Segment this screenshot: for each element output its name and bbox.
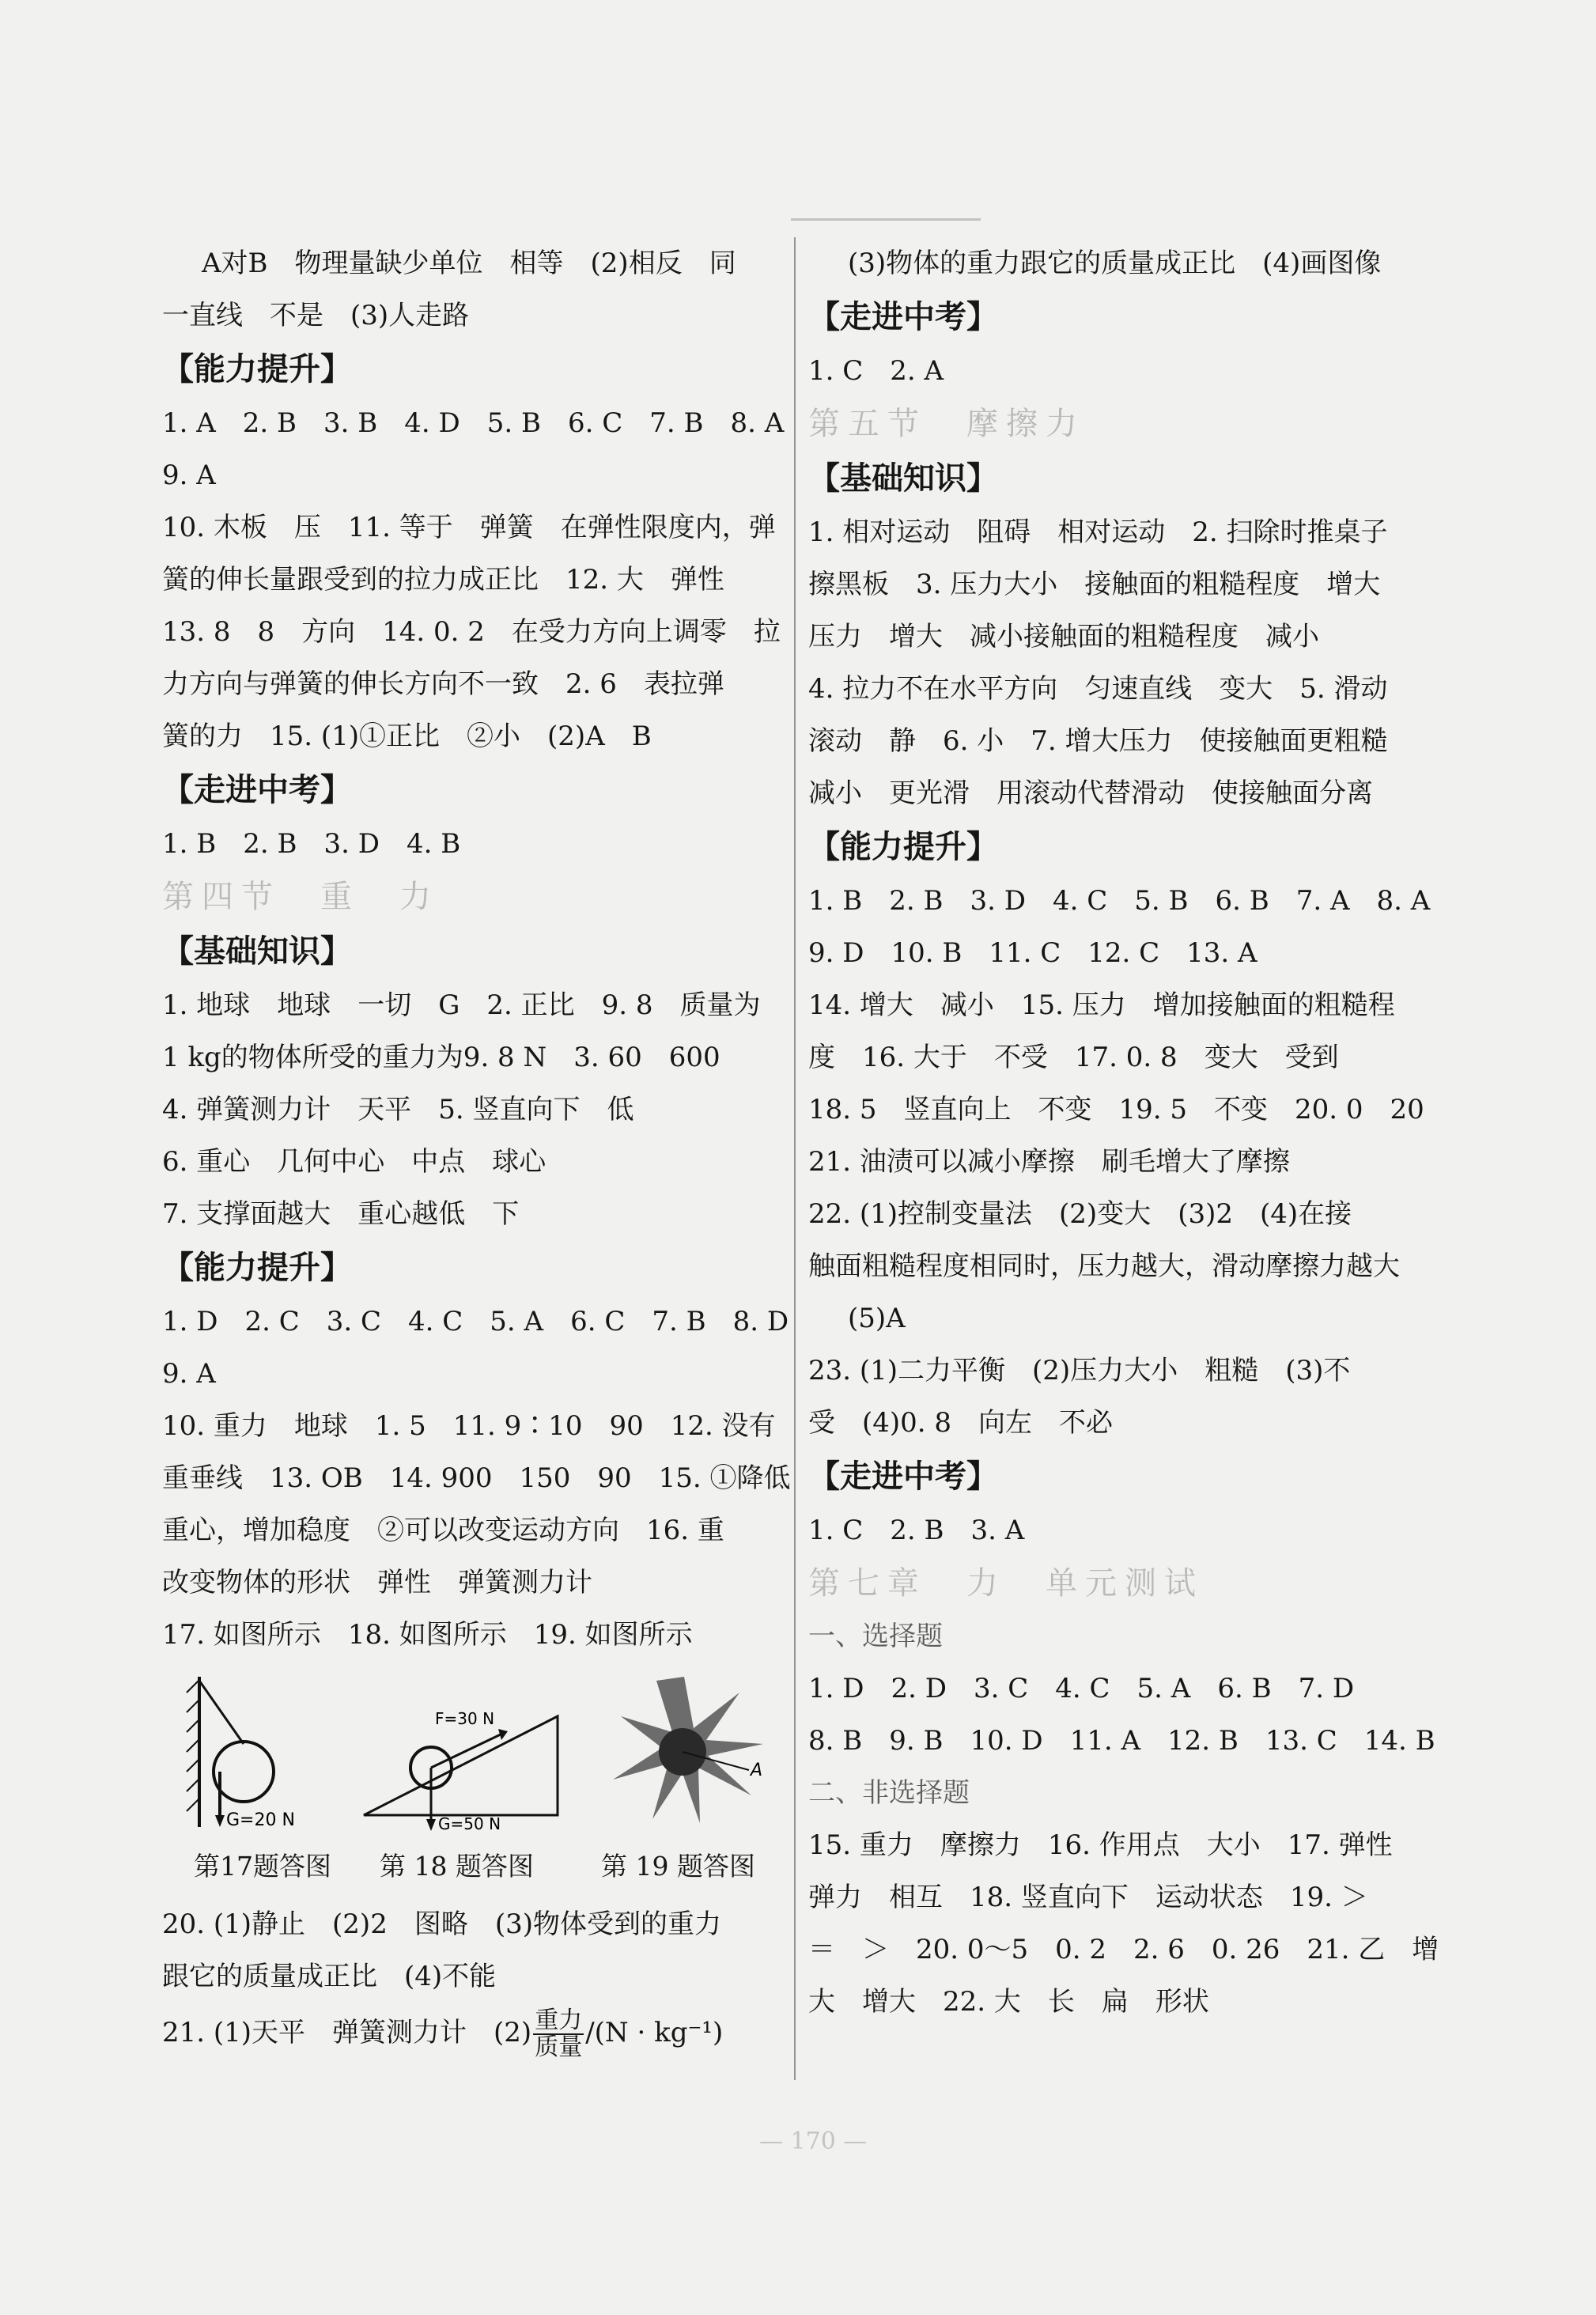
answer-line: 1. D 2. D 3. C 4. C 5. A 6. B 7. D [808, 1673, 1355, 1704]
answer-line: 1. D 2. C 3. C 4. C 5. A 6. C 7. B 8. D [162, 1306, 789, 1337]
answer-line: 擦黑板 3. 压力大小 接触面的粗糙程度 增大 [808, 569, 1381, 600]
answer-line: (3)物体的重力跟它的质量成正比 (4)画图像 [848, 248, 1382, 279]
heading-exam: 【走进中考】 [808, 1458, 998, 1495]
answer-line: 10. 木板 压 11. 等于 弹簧 在弹性限度内，弹 [162, 512, 776, 543]
heading-ability: 【能力提升】 [162, 1250, 352, 1286]
answer-line: 1. 地球 地球 一切 G 2. 正比 9. 8 质量为 [162, 989, 761, 1021]
figure-17-ball-on-wall [182, 1669, 324, 1835]
answer-line: 18. 5 竖直向上 不变 19. 5 不变 20. 0 20 [808, 1094, 1424, 1125]
answer-line: 17. 如图所示 18. 如图所示 19. 如图所示 [162, 1619, 693, 1651]
figure-19-irregular-object [605, 1669, 771, 1835]
answer-line: 弹力 相互 18. 竖直向下 运动状态 19. ＞ [808, 1882, 1368, 1913]
heading-basic: 【基础知识】 [808, 460, 998, 497]
heading-exam: 【走进中考】 [808, 299, 998, 335]
fraction-numerator: 重力 [535, 2007, 583, 2034]
answer-line: 6. 重心 几何中心 中点 球心 [162, 1146, 546, 1178]
figure-18-ball-on-incline [356, 1669, 569, 1835]
fig19-label: A [751, 1761, 763, 1780]
caption-fig18: 第 18 题答图 [380, 1851, 534, 1882]
answer-line: 1 kg的物体所受的重力为9. 8 N 3. 60 600 [162, 1042, 720, 1073]
answer-line: 力方向与弹簧的伸长方向不一致 2. 6 表拉弹 [162, 668, 724, 700]
arrowhead [215, 1815, 225, 1827]
answer-line: 4. 拉力不在水平方向 匀速直线 变大 5. 滑动 [808, 673, 1388, 705]
answer-line: 4. 弹簧测力计 天平 5. 竖直向下 低 [162, 1094, 634, 1125]
answer-line: 22. (1)控制变量法 (2)变大 (3)2 (4)在接 [808, 1198, 1352, 1230]
answer-line: 9. D 10. B 11. C 12. C 13. A [808, 937, 1258, 969]
answer-line: 20. (1)静止 (2)2 图略 (3)物体受到的重力 [162, 1908, 721, 1940]
incline-triangle [364, 1716, 558, 1815]
answer-line: 1. C 2. B 3. A [808, 1515, 1025, 1546]
answer-line: 簧的伸长量跟受到的拉力成正比 12. 大 弹性 [162, 564, 724, 596]
right-column [808, 237, 1439, 2028]
caption-fig19: 第 19 题答图 [601, 1851, 755, 1882]
subsection-title: 二、非选择题 [808, 1777, 970, 1809]
rope-line [199, 1681, 244, 1744]
text-line: 一直线 不是 (3)人走路 [162, 300, 470, 331]
fig18-force-label: F=30 N [435, 1709, 495, 1728]
answer-line: 触面粗糙程度相同时，压力越大，滑动摩擦力越大 [808, 1250, 1400, 1282]
subsection-title: 一、选择题 [808, 1621, 943, 1652]
heading-ability: 【能力提升】 [808, 829, 998, 865]
answer-line: 7. 支撑面越大 重心越低 下 [162, 1198, 520, 1230]
scan-top-line [791, 218, 981, 221]
arrowhead [426, 1819, 436, 1831]
section-title: 第七章 力 单元测试 [808, 1565, 1204, 1602]
answer-line: 受 (4)0. 8 向左 不必 [808, 1407, 1114, 1439]
answer-line: 簧的力 15. (1)①正比 ②小 (2)A B [162, 721, 652, 752]
section-title: 第四节 重 力 [162, 879, 439, 915]
fraction [533, 2008, 584, 2060]
ball-circle [214, 1742, 274, 1802]
answer-line: 15. 重力 摩擦力 16. 作用点 大小 17. 弹性 [808, 1829, 1393, 1861]
answer-figures [162, 1661, 779, 1843]
answer-line: 改变物体的形状 弹性 弹簧测力计 [162, 1567, 592, 1598]
fig18-weight-label: G=50 N [438, 1814, 501, 1833]
answer-line: 9. A [162, 460, 216, 491]
answer-line: 压力 增大 减小接触面的粗糙程度 减小 [808, 621, 1319, 653]
text-line: A对B 物理量缺少单位 相等 (2)相反 同 [202, 248, 736, 279]
heading-exam: 【走进中考】 [162, 772, 352, 808]
fig17-label: G=20 N [226, 1810, 295, 1830]
answer-line-21 [162, 2003, 779, 2063]
answer-line: 大 增大 22. 大 长 扁 形状 [808, 1986, 1209, 2018]
heading-ability: 【能力提升】 [162, 351, 352, 388]
heading-basic: 【基础知识】 [162, 933, 352, 970]
answer-line: 10. 重力 地球 1. 5 11. 9∶10 90 12. 没有 [162, 1410, 776, 1442]
answer-line: 8. B 9. B 10. D 11. A 12. B 13. C 14. B [808, 1725, 1435, 1757]
answer-line: (5)A [848, 1303, 906, 1334]
answer-line: 9. A [162, 1358, 216, 1390]
page-number: — 170 — [759, 2128, 868, 2155]
answer-line: 重心，增加稳度 ②可以改变运动方向 16. 重 [162, 1515, 724, 1546]
fraction-denominator: 质量 [535, 2033, 583, 2061]
answer-line: 21. 油渍可以减小摩擦 刷毛增大了摩擦 [808, 1146, 1290, 1178]
wall-hatching [187, 1680, 199, 1811]
answer-line: 23. (1)二力平衡 (2)压力大小 粗糙 (3)不 [808, 1355, 1351, 1386]
section-title: 第五节 摩擦力 [808, 406, 1085, 442]
answer-line: 1. B 2. B 3. D 4. B [162, 828, 461, 860]
answer-line: 1. C 2. A [808, 355, 944, 387]
answer-line: 度 16. 大于 不受 17. 0. 8 变大 受到 [808, 1042, 1339, 1073]
answer-line: 14. 增大 减小 15. 压力 增加接触面的粗糙程 [808, 989, 1395, 1021]
answer-line: 13. 8 8 方向 14. 0. 2 在受力方向上调零 拉 [162, 616, 781, 648]
answer-line: 滚动 静 6. 小 7. 增大压力 使接触面更粗糙 [808, 725, 1388, 757]
figure-captions [162, 1843, 779, 1898]
q21-unit: /(N · kg⁻¹) [585, 2017, 724, 2048]
answer-line: 减小 更光滑 用滚动代替滑动 使接触面分离 [808, 777, 1373, 809]
answer-line: 1. 相对运动 阻碍 相对运动 2. 扫除时推桌子 [808, 516, 1388, 548]
caption-fig17: 第17题答图 [194, 1851, 331, 1882]
column-divider [794, 237, 796, 2080]
answer-line: ＝ ＞ 20. 0～5 0. 2 2. 6 0. 26 21. 乙 增 [808, 1934, 1439, 1965]
answer-line: 1. A 2. B 3. B 4. D 5. B 6. C 7. B 8. A [162, 407, 785, 439]
answer-line: 1. B 2. B 3. D 4. C 5. B 6. B 7. A 8. A [808, 885, 1431, 917]
answer-line: 跟它的质量成正比 (4)不能 [162, 1961, 497, 1992]
left-column [162, 237, 791, 2063]
q21-text: 21. (1)天平 弹簧测力计 (2) [162, 2017, 532, 2048]
answer-line: 重垂线 13. OB 14. 900 150 90 15. ①降低 [162, 1462, 791, 1494]
